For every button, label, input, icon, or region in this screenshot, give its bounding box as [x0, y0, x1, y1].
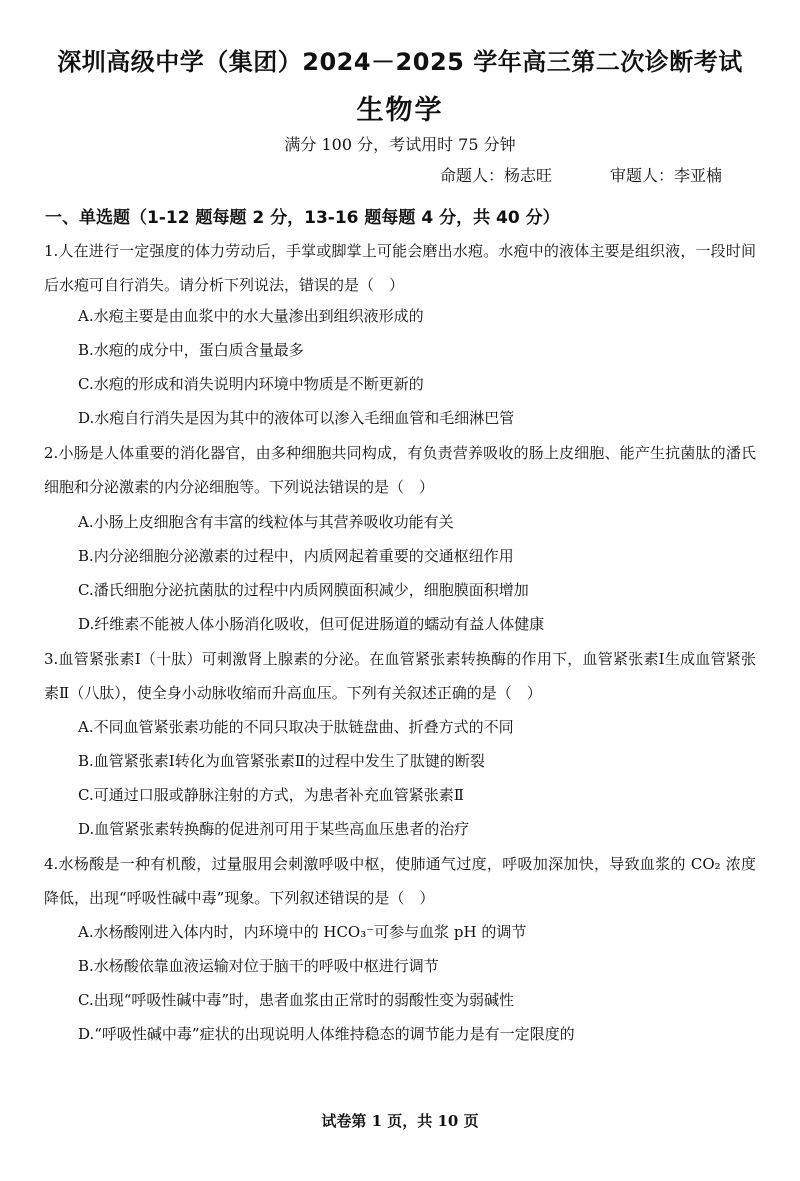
subject-title: 生物学 [356, 95, 444, 126]
question-4-option-c: C.出现“呼吸性碱中毒”时，患者血浆由正常时的弱酸性变为弱碱性 [78, 991, 515, 1009]
question-1-option-d: D.水疱自行消失是因为其中的液体可以渗入毛细血管和毛细淋巴管 [78, 409, 515, 427]
question-4-option-a: A.水杨酸刚进入体内时，内环境中的 HCO₃⁻可参与血浆 pH 的调节 [78, 923, 527, 941]
question-4-option-d: D.“呼吸性碱中毒”症状的出现说明人体维持稳态的调节能力是有一定限度的 [78, 1025, 575, 1043]
score-time-info: 满分 100 分，考试用时 75 分钟 [284, 135, 516, 154]
section-heading: 一、单选题（1-12 题每题 2 分，13-16 题每题 4 分，共 40 分） [45, 208, 560, 228]
question-3-option-a: A.不同血管紧张素功能的不同只取决于肽链盘曲、折叠方式的不同 [78, 718, 514, 736]
question-2-option-b: B.内分泌细胞分泌激素的过程中，内质网起着重要的交通枢纽作用 [78, 547, 514, 565]
question-3-option-d: D.血管紧张素转换酶的促进剂可用于某些高血压患者的治疗 [78, 820, 470, 838]
question-4-option-b: B.水杨酸依靠血液运输对位于脑干的呼吸中枢进行调节 [78, 957, 439, 975]
question-2-option-a: A.小肠上皮细胞含有丰富的线粒体与其营养吸收功能有关 [78, 513, 454, 531]
question-3-option-b: B.血管紧张素Ⅰ转化为血管紧张素Ⅱ的过程中发生了肽键的断裂 [78, 752, 485, 770]
author-line [440, 163, 722, 186]
question-2-option-c: C.潘氏细胞分泌抗菌肽的过程中内质网膜面积减少，细胞膜面积增加 [78, 581, 529, 599]
exam-title: 深圳高级中学（集团）2024－2025 学年高三第二次诊断考试 [57, 48, 743, 76]
question-3-stem: 3.血管紧张素Ⅰ（十肽）可刺激肾上腺素的分泌。在血管紧张素转换酶的作用下，血管紧张素Ⅰ生成血管紧张素Ⅱ（八肽），使全身小动脉收缩而升高血压。下列有关叙述正确的是（ ） [44, 650, 756, 702]
question-3-option-c: C.可通过口服或静脉注射的方式，为患者补充血管紧张素Ⅱ [78, 786, 464, 804]
reviewer-name: 审题人：李亚楠 [610, 166, 723, 185]
question-1-option-c: C.水疱的形成和消失说明内环境中物质是不断更新的 [78, 375, 424, 393]
setter-name: 命题人：杨志旺 [440, 166, 553, 185]
question-1-option-b: B.水疱的成分中，蛋白质含量最多 [78, 341, 304, 359]
question-1-option-a: A.水疱主要是由血浆中的水大量渗出到组织液形成的 [78, 307, 424, 325]
question-4-stem: 4.水杨酸是一种有机酸，过量服用会刺激呼吸中枢，使肺通气过度，呼吸加深加快，导致血浆的 CO₂ 浓度降低，出现“呼吸性碱中毒”现象。下列叙述错误的是（ ） [44, 855, 756, 907]
question-2-stem: 2.小肠是人体重要的消化器官，由多种细胞共同构成，有负责营养吸收的肠上皮细胞、能产生抗菌肽的潘氏细胞和分泌激素的内分泌细胞等。下列说法错误的是（ ） [44, 444, 756, 496]
question-1-stem: 1.人在进行一定强度的体力劳动后，手掌或脚掌上可能会磨出水疱。水疱中的液体主要是组织液，一段时间后水疱可自行消失。请分析下列说法，错误的是（ ） [44, 242, 756, 294]
question-2-option-d: D.纤维素不能被人体小肠消化吸收，但可促进肠道的蠕动有益人体健康 [78, 615, 545, 633]
page-footer: 试卷第 1 页，共 10 页 [321, 1112, 479, 1130]
